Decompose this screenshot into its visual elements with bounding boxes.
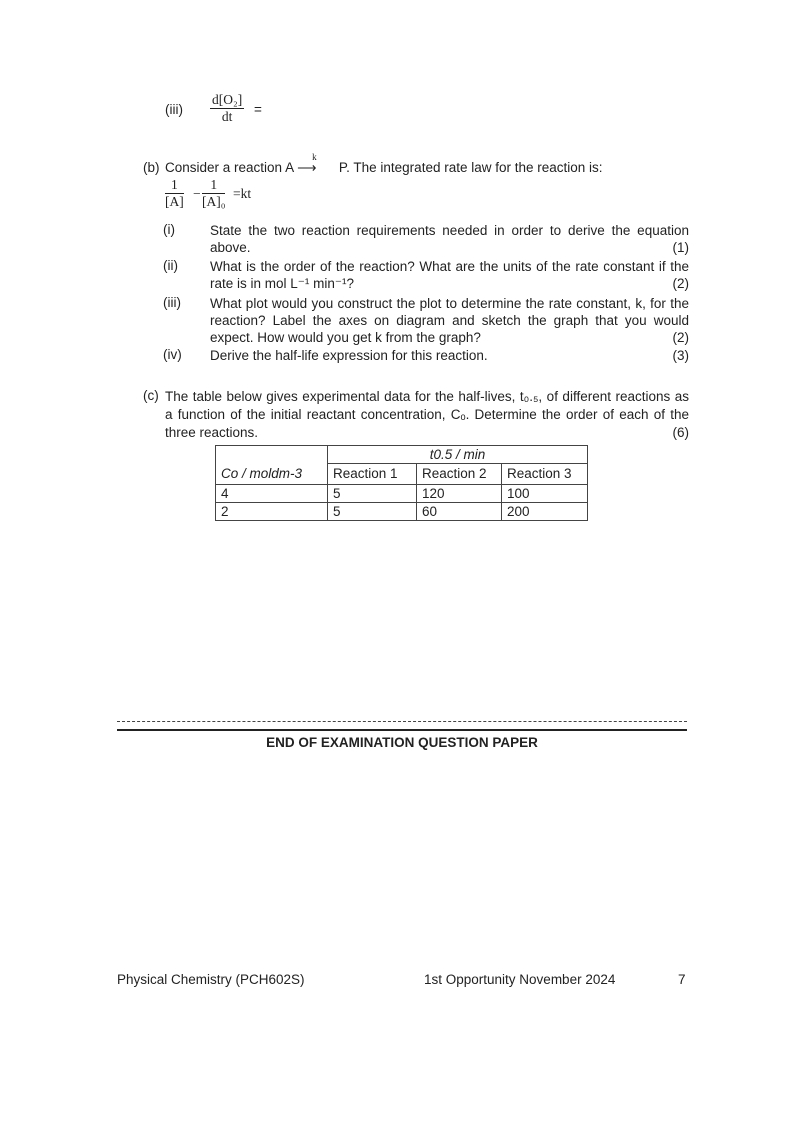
dashed-divider	[117, 721, 687, 722]
half-life-table	[215, 445, 588, 521]
col-header-conc: Co / moldm-3	[216, 464, 328, 485]
d2: [A]₀	[202, 194, 226, 209]
q-label: (iv)	[163, 347, 182, 362]
q-text: What is the order of the reaction? What are the units of the rate constant if the rate is in mol L⁻¹ min⁻¹?	[210, 259, 689, 291]
intro-post: P. The integrated rate law for the reaction is:	[338, 160, 603, 175]
cell: 60	[417, 502, 502, 520]
group-header: t0.5 / min	[328, 446, 588, 464]
table-row	[216, 484, 588, 502]
cell: 4	[216, 484, 328, 502]
q-text: Derive the half-life expression for this reaction.	[210, 348, 488, 363]
page-number: 7	[678, 972, 686, 987]
reaction-arrow: k ⟶	[297, 152, 317, 175]
footer-course: Physical Chemistry (PCH602S)	[117, 972, 305, 987]
question-b-ii	[163, 258, 689, 294]
col-header: Reaction 3	[502, 464, 588, 485]
col-header: Reaction 2	[417, 464, 502, 485]
cell: 5	[328, 484, 417, 502]
cell: 2	[216, 502, 328, 520]
n1: 1	[165, 177, 184, 194]
formula-term-2	[202, 177, 225, 210]
footer-opportunity: 1st Opportunity November 2024	[424, 972, 616, 987]
q-marks: (2)	[672, 276, 689, 291]
part-c-marks: (6)	[672, 425, 689, 440]
q-text: State the two reaction requirements needed in order to derive the equation above.	[210, 223, 689, 255]
denominator: dt	[221, 109, 233, 124]
table-row	[216, 502, 588, 520]
do2-dt-fraction	[210, 92, 244, 125]
q-label: (iii)	[163, 295, 181, 310]
blank-cell	[216, 446, 328, 464]
part-c-text	[165, 388, 689, 442]
q-label: (i)	[163, 222, 175, 237]
solid-divider	[117, 729, 687, 731]
arrow-k: k	[312, 152, 317, 162]
cell: 120	[417, 484, 502, 502]
part-c-label: (c)	[143, 388, 159, 403]
part-b-intro	[165, 152, 603, 176]
cell: 5	[328, 502, 417, 520]
minus: −	[193, 186, 201, 201]
question-b-iii	[163, 295, 689, 349]
col-header: Reaction 1	[328, 464, 417, 485]
intro-pre: Consider a reaction A	[165, 160, 294, 175]
end-of-paper: END OF EXAMINATION QUESTION PAPER	[266, 735, 538, 750]
question-b-i	[163, 222, 689, 258]
part-a-iii-label: (iii)	[165, 102, 183, 117]
q-label: (ii)	[163, 258, 178, 273]
n2: 1	[202, 177, 225, 194]
question-b-iv	[163, 347, 689, 365]
d1: [A]	[165, 194, 184, 209]
equals: =	[254, 102, 262, 117]
q-marks: (2)	[672, 330, 689, 345]
q-marks: (1)	[672, 240, 689, 255]
cell: 100	[502, 484, 588, 502]
q-marks: (3)	[672, 348, 689, 363]
cell: 200	[502, 502, 588, 520]
part-b-label: (b)	[143, 160, 160, 175]
part-c-body: The table below gives experimental data for the half-lives, t₀.₅, of different reactions as a function of the initial reactant concentration, Cₒ. Determine the order of each of the three reactions.	[165, 389, 689, 440]
formula-term-1	[165, 177, 184, 210]
q-text: What plot would you construct the plot to determine the rate constant, k, for the reaction? Label the axes on diagram and sketch the graph that you would expect. How would you get k from the graph?	[210, 296, 689, 345]
numerator: d[O₂]	[212, 92, 243, 107]
rhs: =kt	[233, 186, 252, 201]
